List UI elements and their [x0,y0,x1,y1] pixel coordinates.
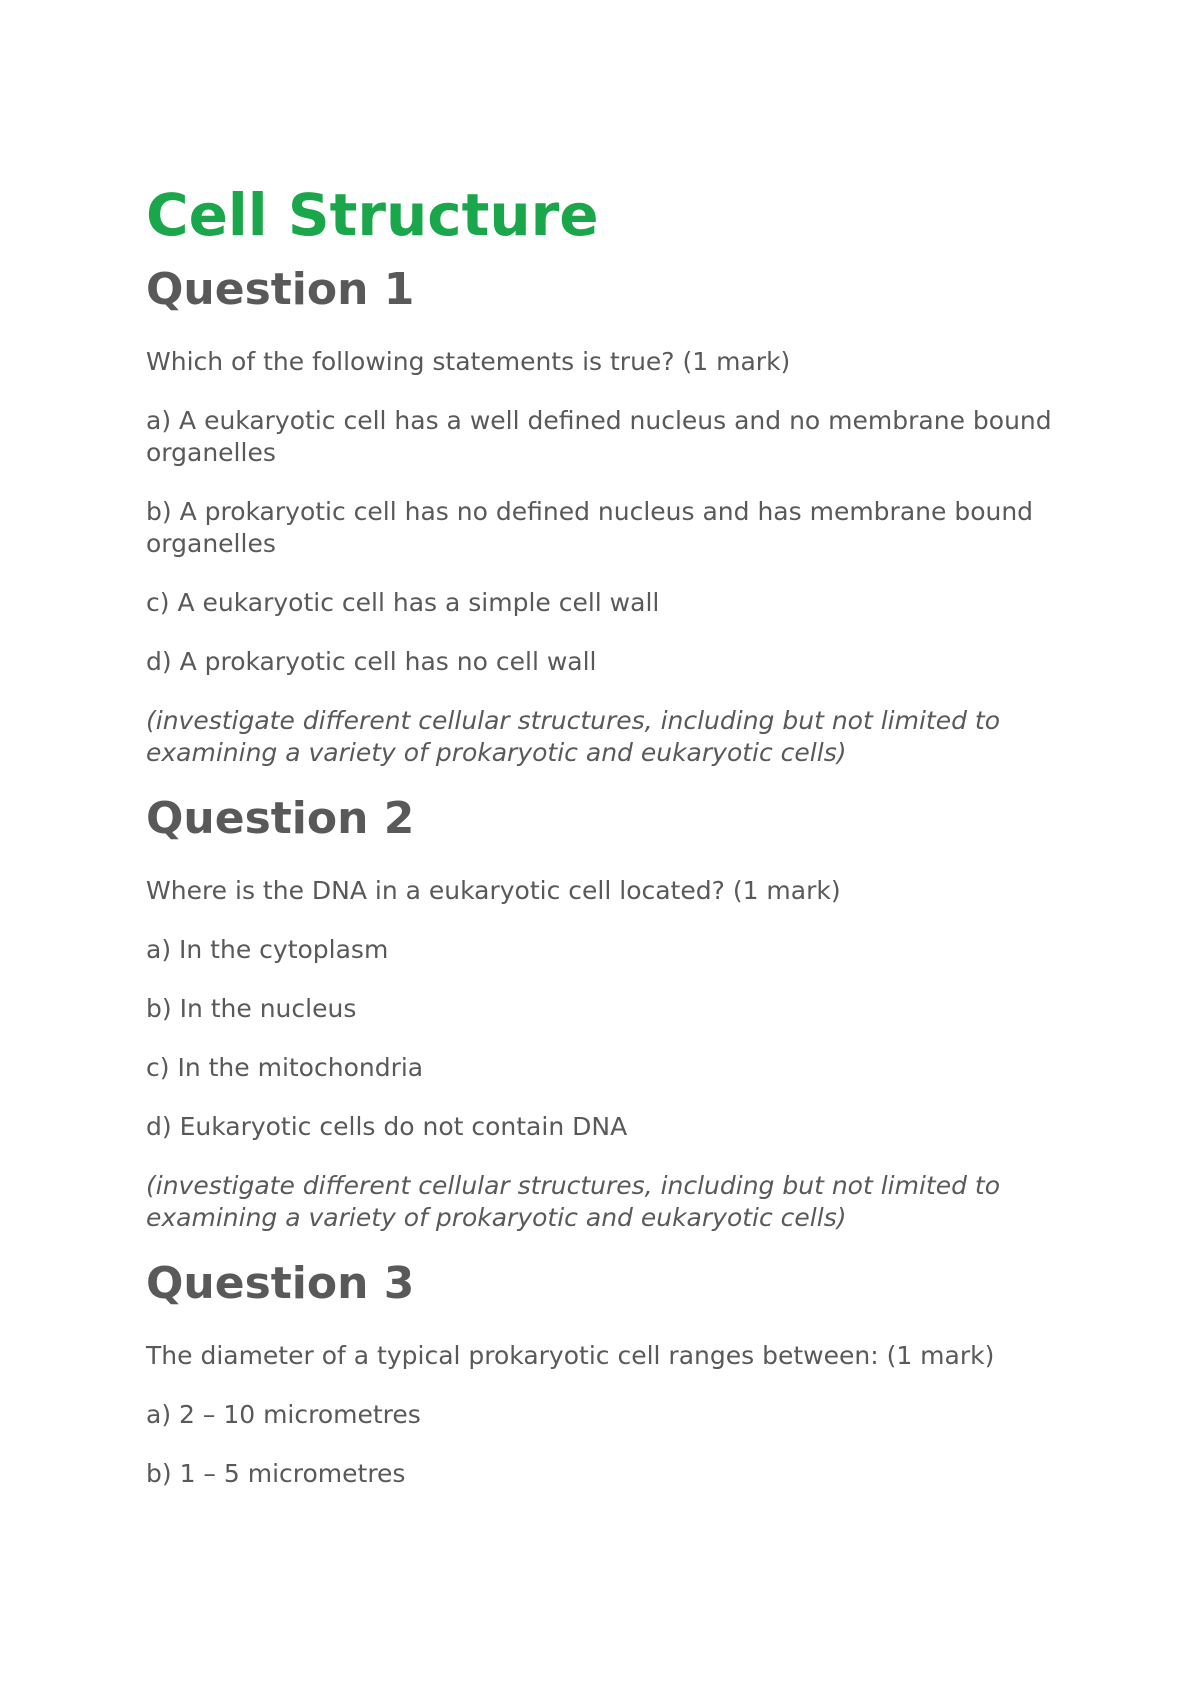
answer-option-a: a) 2 – 10 micrometres [146,1400,421,1429]
question-prompt: Where is the DNA in a eukaryotic cell located? (1 mark) [146,876,841,905]
answer-option-c: c) A eukaryotic cell has a simple cell wall [146,588,660,617]
question-3 [146,1256,1066,1490]
question-heading: Question 1 [146,264,415,315]
answer-option-d: d) A prokaryotic cell has no cell wall [146,647,597,676]
document-title: Cell Structure [146,181,599,249]
answer-option-b: b) A prokaryotic cell has no defined nucleus and has membrane bound organelles [146,497,1034,558]
question-note: (investigate different cellular structures, including but not limited to examining a variety of prokaryotic and eukaryotic cells) [146,706,1001,767]
question-prompt: The diameter of a typical prokaryotic cell ranges between: (1 mark) [146,1341,995,1370]
answer-option-d: d) Eukaryotic cells do not contain DNA [146,1112,628,1141]
question-prompt: Which of the following statements is true? (1 mark) [146,347,791,376]
answer-option-a: a) A eukaryotic cell has a well defined nucleus and no membrane bound organelles [146,406,1052,467]
question-2 [146,791,1066,1234]
answer-option-b: b) 1 – 5 micrometres [146,1459,406,1488]
question-heading: Question 3 [146,1258,415,1309]
answer-option-c: c) In the mitochondria [146,1053,424,1082]
document-page [146,180,1066,1517]
question-heading: Question 2 [146,793,415,844]
answer-option-b: b) In the nucleus [146,994,357,1023]
answer-option-a: a) In the cytoplasm [146,935,389,964]
question-note: (investigate different cellular structures, including but not limited to examining a variety of prokaryotic and eukaryotic cells) [146,1171,1001,1232]
question-1 [146,262,1066,769]
